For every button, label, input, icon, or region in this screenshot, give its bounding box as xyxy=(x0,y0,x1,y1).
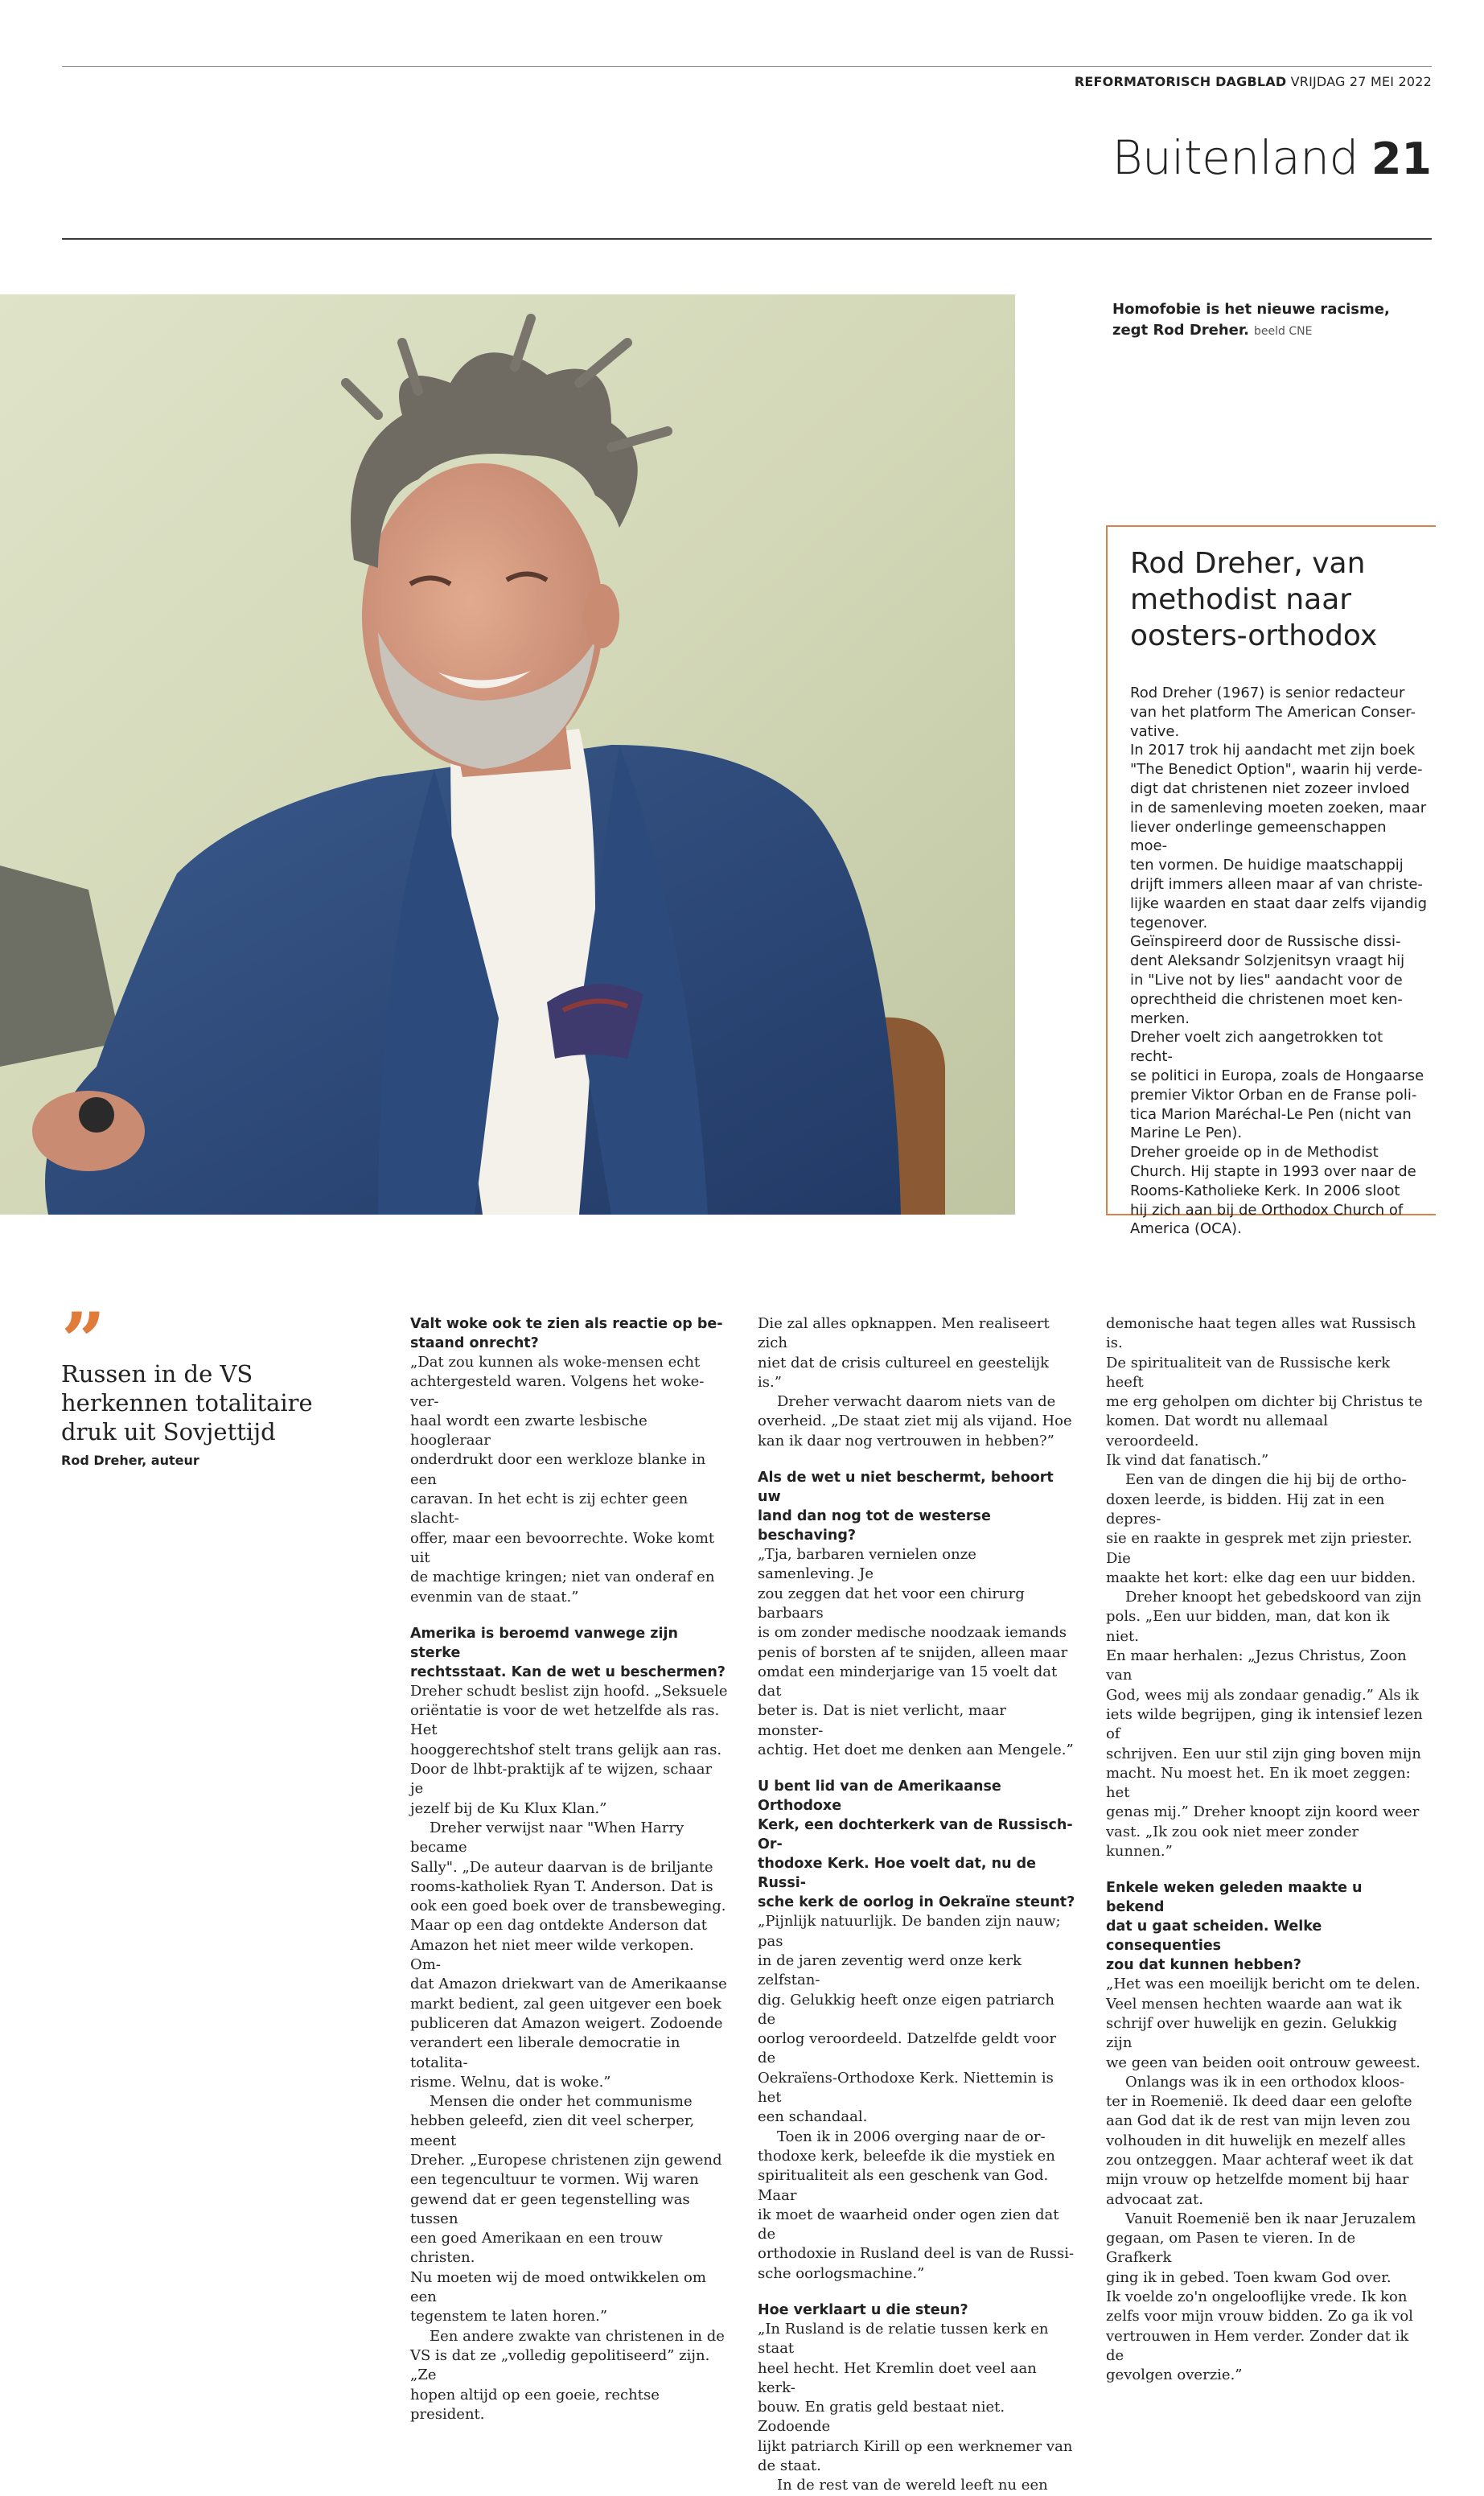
body-line: rooms-katholiek Ryan T. Anderson. Dat is xyxy=(410,1877,713,1895)
infobox-line: Geïnspireerd door de Russische dissi- xyxy=(1130,933,1401,951)
infobox-line: tica Marion Maréchal-Le Pen (nicht van xyxy=(1130,1105,1412,1123)
body-line: dat Amazon driekwart van de Amerikaanse xyxy=(410,1976,727,1993)
quote-author: Rod Dreher, auteur xyxy=(61,1453,199,1468)
photo-credit: beeld CNE xyxy=(1254,325,1313,338)
infobox-line: merken. xyxy=(1130,1010,1190,1027)
infobox-line: vative. xyxy=(1130,722,1180,740)
body-line: De spiritualiteit van de Russische kerk heeft xyxy=(1106,1354,1391,1391)
article-column-3 xyxy=(1106,1314,1424,2386)
body-line: „Pijnlijk natuurlijk. De banden zijn nauw; pas xyxy=(758,1913,1061,1950)
portrait-illustration xyxy=(0,294,1015,1215)
pull-quote-line: herkennen totalitaire xyxy=(61,1389,313,1417)
body-line: Veel mensen hechten waarde aan wat ik xyxy=(1106,1995,1402,2013)
pull-quote-line: Russen in de VS xyxy=(61,1360,253,1388)
body-line: ging ik in gebed. Toen kwam God over. xyxy=(1106,2268,1392,2286)
body-line: genas mij.” Dreher knoopt zijn koord weer xyxy=(1106,1803,1420,1821)
paragraph-start: Toen ik in 2006 overging naar de or- xyxy=(777,2128,1046,2145)
infobox-line: Church. Hij stapte in 1993 over naar de xyxy=(1130,1162,1416,1180)
body-line: Dreher schudt beslist zijn hoofd. „Seksuele xyxy=(410,1682,728,1700)
body-line: gevolgen overzie.” xyxy=(1106,2366,1243,2384)
body-line: niet dat de crisis cultureel en geestelijk is.” xyxy=(758,1354,1050,1391)
body-line: schrijf over huwelijk en gezin. Gelukkig zijn xyxy=(1106,2014,1398,2052)
infobox-line: van het platform The American Conser- xyxy=(1130,703,1416,721)
body-line: schrijven. Een uur stil zijn ging boven mijn xyxy=(1106,1745,1421,1762)
infobox-line: in "Live not by lies" aandacht voor de xyxy=(1130,971,1403,989)
body-line: de staat. xyxy=(758,2457,821,2475)
infobox-title-line: methodist naar xyxy=(1130,583,1352,616)
paragraph-start: In de rest van de wereld leeft nu een xyxy=(777,2477,1048,2494)
section-header xyxy=(1112,130,1432,185)
body-line: zou ontzeggen. Maar achteraf weet ik dat xyxy=(1106,2151,1413,2169)
interview-question: land dan nog tot de westerse beschaving? xyxy=(758,1508,991,1544)
interview-question: Valt woke ook te zien als reactie op be- xyxy=(410,1316,723,1332)
body-line: lijkt patriarch Kirill op een werknemer van xyxy=(758,2437,1073,2455)
interview-question: Enkele weken geleden maakte u bekend xyxy=(1106,1880,1363,1916)
body-line: achtergesteld waren. Volgens het woke-ver- xyxy=(410,1373,705,1410)
infobox-line: in de samenleving moeten zoeken, maar xyxy=(1130,799,1427,816)
body-line: iets wilde begrijpen, ging ik intensief lezen of xyxy=(1106,1705,1423,1743)
body-line: Amazon het niet meer wilde verkopen. Om- xyxy=(410,1936,694,1974)
issue-date: VRIJDAG 27 MEI 2022 xyxy=(1290,74,1432,89)
interview-question: staand onrecht? xyxy=(410,1335,539,1351)
infobox-line: America (OCA). xyxy=(1130,1220,1242,1238)
header-rule xyxy=(62,238,1432,240)
paragraph-start: Vanuit Roemenië ben ik naar Jeruzalem xyxy=(1125,2210,1416,2227)
body-line: hooggerechtshof stelt trans gelijk aan ras. xyxy=(410,1741,722,1758)
body-line: spiritualiteit als een geschenk van God. Maar xyxy=(758,2167,1049,2204)
paragraph-gap xyxy=(758,1760,1076,1777)
body-line: aan God dat ik de rest van mijn leven zou xyxy=(1106,2112,1411,2130)
body-line: verandert een liberale democratie in totalita- xyxy=(410,2034,680,2071)
body-line: hebben geleefd, zien dit veel scherper, meent xyxy=(410,2112,695,2149)
article-column-2 xyxy=(758,1314,1076,2496)
paragraph-gap xyxy=(758,2284,1076,2301)
body-line: maakte het kort: elke dag een uur bidden. xyxy=(1106,1569,1416,1586)
body-line: risme. Welnu, dat is woke.” xyxy=(410,2073,611,2091)
body-line: omdat een minderjarige van 15 voelt dat dat xyxy=(758,1663,1058,1700)
body-line: oriëntatie is voor de wet hetzelfde als ras. Het xyxy=(410,1702,720,1739)
page-number: 21 xyxy=(1371,134,1432,184)
body-line: bouw. En gratis geld bestaat niet. Zodoende xyxy=(758,2399,1005,2436)
body-line: onderdrukt door een werkloze blanke in een xyxy=(410,1451,706,1488)
body-line: orthodoxie in Rusland deel is van de Russi- xyxy=(758,2245,1075,2263)
interview-question: dat u gaat scheiden. Welke consequenties xyxy=(1106,1918,1322,1955)
interview-question: sche kerk de oorlog in Oekraïne steunt? xyxy=(758,1894,1075,1911)
body-line: komen. Dat wordt nu allemaal veroordeeld. xyxy=(1106,1412,1329,1449)
infobox-line: premier Viktor Orban en de Franse poli- xyxy=(1130,1086,1417,1104)
body-line: haal wordt een zwarte lesbische hoogleraar xyxy=(410,1412,647,1449)
body-line: een goed Amerikaan en een trouw christen. xyxy=(410,2230,663,2267)
body-line: God, wees mij als zondaar genadig.” Als ik xyxy=(1106,1686,1419,1704)
infobox-line: Dreher voelt zich aangetrokken tot recht- xyxy=(1130,1029,1383,1066)
body-line: doxen leerde, is bidden. Hij zat in een depres- xyxy=(1106,1491,1385,1528)
body-line: Ik vind dat fanatisch.” xyxy=(1106,1452,1269,1470)
body-line: Oekraïens-Orthodoxe Kerk. Niettemin is het xyxy=(758,2069,1054,2107)
masthead xyxy=(1075,74,1432,89)
body-line: En maar herhalen: „Jezus Christus, Zoon van xyxy=(1106,1647,1407,1684)
portrait-photo xyxy=(0,294,1015,1215)
infobox-body xyxy=(1130,684,1428,1239)
infobox-line: Marine Le Pen). xyxy=(1130,1125,1243,1142)
paragraph-start: Dreher knoopt het gebedskoord van zijn xyxy=(1125,1589,1422,1606)
body-line: me erg geholpen om dichter bij Christus te xyxy=(1106,1393,1423,1411)
infobox-line: ten vormen. De huidige maatschappij xyxy=(1130,857,1404,874)
body-line: zou zeggen dat het voor een chirurg barbaars xyxy=(758,1585,1025,1622)
infobox-line: hij zich aan bij de Orthodox Church of xyxy=(1130,1201,1404,1219)
pull-quote-line: druk uit Sovjettijd xyxy=(61,1418,276,1445)
infobox-line: Rooms-Katholieke Kerk. In 2006 sloot xyxy=(1130,1182,1400,1199)
interview-question: rechtsstaat. Kan de wet u beschermen? xyxy=(410,1663,726,1680)
newspaper-name: REFORMATORISCH DAGBLAD xyxy=(1074,74,1287,89)
paragraph-gap xyxy=(410,1607,729,1624)
paragraph-start: Een van de dingen die hij bij de ortho- xyxy=(1125,1471,1407,1489)
body-line: in de jaren zeventig werd onze kerk zelfstan- xyxy=(758,1951,1022,1989)
infobox-line: dent Aleksandr Solzjenitsyn vraagt hij xyxy=(1130,952,1405,970)
body-line: markt bedient, zal geen uitgever een boek xyxy=(410,1995,721,2013)
paragraph-gap xyxy=(1106,1861,1424,1878)
infobox-line: lijke waarden en staat daar zelfs vijandig xyxy=(1130,894,1428,912)
infobox-line: oprechtheid die christenen moet ken- xyxy=(1130,990,1403,1008)
paragraph-start: Een andere zwakte van christenen in de xyxy=(430,2327,725,2345)
infobox-title-line: oosters-orthodox xyxy=(1130,619,1378,652)
body-line: caravan. In het echt is zij echter geen slacht- xyxy=(410,1491,689,1528)
body-line: sche oorlogsmachine.” xyxy=(758,2264,925,2282)
body-line: dig. Gelukkig heeft onze eigen patriarch de xyxy=(758,1991,1054,2028)
body-line: penis of borsten af te snijden, alleen maar xyxy=(758,1643,1068,1661)
body-line: kan ik daar nog vertrouwen in hebben?” xyxy=(758,1432,1054,1449)
paragraph-start: Mensen die onder het communisme xyxy=(430,2093,693,2111)
body-line: thodoxe kerk, beleefde ik die mystiek en xyxy=(758,2147,1055,2165)
body-line: mijn vrouw op hetzelfde moment bij haar xyxy=(1106,2171,1409,2189)
interview-question: Kerk, een dochterkerk van de Russisch-Or- xyxy=(758,1817,1073,1853)
body-line: is om zonder medische noodzaak iemands xyxy=(758,1624,1067,1642)
body-line: pols. „Een uur bidden, man, dat kon ik niet. xyxy=(1106,1608,1390,1645)
body-line: macht. Nu moest het. En ik moet zeggen: het xyxy=(1106,1764,1411,1802)
caption-line-2: zegt Rod Dreher. xyxy=(1112,322,1250,339)
body-line: een tegencultuur te vormen. Wij waren xyxy=(410,2171,699,2189)
infobox-line: drijft immers alleen maar af van christe- xyxy=(1130,875,1423,893)
body-line: „Tja, barbaren vernielen onze samenleving. Je xyxy=(758,1546,976,1583)
body-line: „In Rusland is de relatie tussen kerk en staat xyxy=(758,2320,1049,2358)
body-line: overheid. „De staat ziet mij als vijand. Hoe xyxy=(758,1412,1072,1430)
body-line: beter is. Dat is niet verlicht, maar monster- xyxy=(758,1702,1007,1739)
infobox-title-line: Rod Dreher, van xyxy=(1130,547,1366,580)
body-line: oorlog veroordeeld. Datzelfde geldt voor de xyxy=(758,2030,1057,2067)
body-line: publiceren dat Amazon weigert. Zodoende xyxy=(410,2014,723,2032)
infobox-line: se politici in Europa, zoals de Hongaarse xyxy=(1130,1067,1424,1084)
infobox-title xyxy=(1130,545,1420,654)
body-line: zelfs voor mijn vrouw bidden. Zo ga ik vol xyxy=(1106,2308,1413,2325)
interview-question: thodoxe Kerk. Hoe voelt dat, nu de Russi- xyxy=(758,1856,1037,1892)
interview-question: U bent lid van de Amerikaanse Orthodoxe xyxy=(758,1778,1001,1815)
infobox-line: Rod Dreher (1967) is senior redacteur xyxy=(1130,685,1405,701)
body-line: evenmin van de staat.” xyxy=(410,1588,579,1606)
body-line: sie en raakte in gesprek met zijn priester. Die xyxy=(1106,1530,1412,1567)
photo-caption xyxy=(1112,299,1402,342)
body-line: ter in Roemenië. Ik deed daar een gelofte xyxy=(1106,2093,1412,2111)
body-line: volhouden in dit huwelijk en mezelf alles xyxy=(1106,2132,1406,2149)
body-line: vast. „Ik zou ook niet meer zonder kunnen.” xyxy=(1106,1823,1359,1861)
body-line: „Het was een moeilijk bericht om te delen. xyxy=(1106,1976,1420,1993)
top-rule xyxy=(62,66,1432,67)
body-line: Ik voelde zo'n ongelooflijke vrede. Ik kon xyxy=(1106,2288,1408,2306)
paragraph-start: Dreher verwijst naar "When Harry became xyxy=(410,1819,684,1857)
quote-mark-icon: ” xyxy=(61,1296,106,1387)
body-line: de machtige kringen; niet van onderaf en xyxy=(410,1569,715,1586)
body-line: gegaan, om Pasen te vieren. In de Grafkerk xyxy=(1106,2230,1356,2267)
body-line: een schandaal. xyxy=(758,2108,868,2126)
infobox-line: digt dat christenen niet zozeer invloed xyxy=(1130,779,1410,797)
section-name: Buitenland xyxy=(1112,130,1359,185)
paragraph-start: Dreher verwacht daarom niets van de xyxy=(777,1393,1056,1411)
body-line: VS is dat ze „volledig gepolitiseerd” zijn. „Ze xyxy=(410,2346,710,2384)
interview-question: Als de wet u niet beschermt, behoort uw xyxy=(758,1470,1054,1506)
body-line: ik moet de waarheid onder ogen zien dat de xyxy=(758,2206,1059,2243)
article-column-1 xyxy=(410,1314,729,2424)
body-line: demonische haat tegen alles wat Russisch is. xyxy=(1106,1315,1416,1352)
pull-quote xyxy=(61,1359,319,1446)
body-line: jezelf bij de Ku Klux Klan.” xyxy=(410,1799,607,1817)
body-line: Dreher. „Europese christenen zijn gewend xyxy=(410,2151,722,2169)
infobox-line: Dreher groeide op in de Methodist xyxy=(1130,1144,1379,1162)
interview-question: Amerika is beroemd vanwege zijn sterke xyxy=(410,1625,678,1661)
interview-question: Hoe verklaart u die steun? xyxy=(758,2301,968,2318)
body-line: heel hecht. Het Kremlin doet veel aan kerk- xyxy=(758,2359,1037,2396)
body-line: tegenstem te laten horen.” xyxy=(410,2308,608,2325)
body-line: Door de lhbt-praktijk af te wijzen, schaar je xyxy=(410,1761,713,1798)
body-line: Nu moeten wij de moed ontwikkelen om een xyxy=(410,2268,706,2306)
body-line: ook een goed boek over de transbeweging. xyxy=(410,1898,726,1915)
paragraph-start: Onlangs was ik in een orthodox kloos- xyxy=(1125,2073,1405,2091)
body-line: Die zal alles opknappen. Men realiseert zich xyxy=(758,1315,1050,1352)
body-line: hopen altijd op een goeie, rechtse president. xyxy=(410,2386,660,2423)
body-line: offer, maar een bevoorrechte. Woke komt uit xyxy=(410,1529,715,1566)
paragraph-gap xyxy=(758,1451,1076,1468)
infobox-line: liever onderlinge gemeenschappen moe- xyxy=(1130,818,1387,855)
body-line: we geen van beiden ooit ontrouw geweest. xyxy=(1106,2054,1420,2071)
body-line: gewend dat er geen tegenstelling was tussen xyxy=(410,2190,690,2227)
infobox-line: tegenover. xyxy=(1130,914,1208,931)
body-line: advocaat zat. xyxy=(1106,2190,1203,2208)
caption-line-1: Homofobie is het nieuwe racisme, xyxy=(1112,301,1390,318)
body-line: Maar op een dag ontdekte Anderson dat xyxy=(410,1917,708,1935)
body-line: Sally". „De auteur daarvan is de briljante xyxy=(410,1858,713,1876)
body-line: achtig. Het doet me denken aan Mengele.” xyxy=(758,1741,1074,1759)
infobox-line: "The Benedict Option", waarin hij verde- xyxy=(1130,761,1423,779)
infobox-line: In 2017 trok hij aandacht met zijn boek xyxy=(1130,742,1416,759)
interview-question: zou dat kunnen hebben? xyxy=(1106,1957,1301,1974)
body-line: vertrouwen in Hem verder. Zonder dat ik de xyxy=(1106,2327,1409,2364)
body-line: „Dat zou kunnen als woke-mensen echt xyxy=(410,1354,701,1371)
